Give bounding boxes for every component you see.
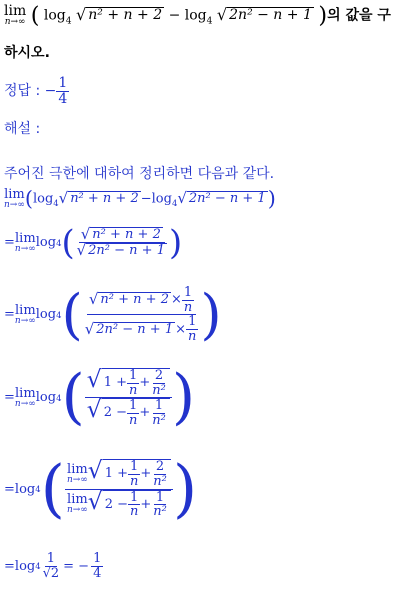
times: × <box>170 292 182 308</box>
a1: 1 + <box>103 375 127 391</box>
lim-subscript: n→∞ <box>66 475 88 486</box>
one-2: 1 <box>188 314 197 330</box>
final-equals: = − <box>63 558 90 574</box>
n: n <box>129 474 139 490</box>
step4-lim <box>15 387 36 409</box>
step-3: = lim n→∞ log 4 ( √ n² + n + 2 × $\frac{1}{n}$ √ 2n² − n + 1 × $\frac{1}{n}$ ) <box>4 282 222 347</box>
final-value-den: 4 <box>93 565 102 581</box>
answer-sign: − <box>44 83 57 100</box>
n-squared-b: n² <box>153 504 167 520</box>
sqrt-2: √ 2n² − n + 1 <box>216 5 312 25</box>
explanation-label: 해설 : <box>4 121 41 137</box>
radicand-a: n² + n + 2 <box>70 191 139 207</box>
answer-label: 정답 : <box>4 83 41 100</box>
two: 2 <box>155 459 165 475</box>
log-label: log <box>35 390 57 406</box>
log-base: 4 <box>53 198 59 209</box>
n-squared-b: n² <box>152 413 166 429</box>
plus: + <box>139 375 151 391</box>
n: n <box>128 382 138 398</box>
s3-num-root: n² + n + 2 <box>100 292 169 308</box>
explanation-intro: 주어진 극한에 대하여 정리하면 다음과 같다. <box>4 166 275 182</box>
step2-fraction: √ n² + n + 2 √ 2n² − n + 1 <box>76 225 165 260</box>
radicand-2: 2n² − n + 1 <box>229 7 312 24</box>
step-4: = lim n→∞ log 4 ( √ 1 + $\frac{1}{n}$ + $\frac{2}{\text{n²}}$ √ 2 − $\frac{1}{n}$ + $\frac{1}{\text{n²}}$ ) <box>4 362 196 432</box>
equals: = <box>4 235 15 251</box>
equals: = <box>4 558 15 574</box>
lim-label: lim <box>15 230 36 246</box>
final-value-num: 1 <box>93 551 102 566</box>
log-label: log <box>35 307 57 323</box>
log-base: 4 <box>56 392 62 403</box>
log-base-b: 4 <box>171 198 178 209</box>
n: n <box>183 299 193 315</box>
log-base: 4 <box>35 484 41 495</box>
step5-fraction: lim n→∞ √ 1 + $\frac{1}{n}$ + $\frac{2}{\text{n²}}$ lim n→∞ √ 2 − $\frac{1}{n}$ + $\frac{1}{\text{n²}}$ <box>65 459 173 519</box>
lim-label: lim <box>4 187 25 202</box>
answer-fraction <box>56 76 69 106</box>
s2-den: 2n² − n + 1 <box>88 243 165 259</box>
plus: + <box>140 466 152 482</box>
sqrt-b: √ 2n² − n + 1 <box>177 189 266 208</box>
two: 2 <box>154 368 164 384</box>
log-label: log <box>32 191 54 207</box>
equals: = <box>4 481 15 497</box>
problem-tail: 의 값을 구 <box>327 7 391 24</box>
one: 1 <box>183 285 193 300</box>
lim-label: lim <box>15 302 36 318</box>
one: 1 <box>129 368 138 384</box>
lim-subscript: n→∞ <box>14 243 36 254</box>
minus-sign: − <box>168 7 181 24</box>
step-2: = lim n→∞ log 4 ( √ n² + n + 2 √ 2n² − n + 1 ) <box>4 223 183 262</box>
log-label-2: log <box>184 7 207 24</box>
s2-num: n² + n + 2 <box>92 227 161 243</box>
step3-fraction: √ n² + n + 2 × $\frac{1}{n}$ √ 2n² − n + 1 × $\frac{1}{n}$ <box>84 285 197 344</box>
log-label: log <box>35 235 57 251</box>
sqrt-a: √ n² + n + 2 <box>58 189 139 208</box>
lim-label: lim <box>67 462 88 478</box>
one: 1 <box>130 459 139 475</box>
limit-operator <box>4 4 26 27</box>
sqrt-1: √ n² + n + 2 <box>76 5 163 25</box>
step2-lim <box>15 232 36 254</box>
final-value <box>91 552 103 580</box>
log-base: 4 <box>65 16 72 27</box>
s3-den-root: 2n² − n + 1 <box>96 321 174 337</box>
problem-line-1 <box>4 4 391 27</box>
answer-denominator: 4 <box>58 90 68 107</box>
times-2: × <box>175 321 187 337</box>
log-base: 4 <box>56 309 62 320</box>
log-base: 4 <box>35 561 41 572</box>
step4-fraction: √ 1 + $\frac{1}{n}$ + $\frac{2}{\text{n²}}$ √ 2 − $\frac{1}{n}$ + $\frac{1}{\text{n²}}$ <box>85 368 172 428</box>
one-b: 1 <box>129 398 138 414</box>
log-label: log <box>43 7 66 24</box>
answer-row <box>4 76 69 106</box>
plus-b: + <box>140 496 152 512</box>
final-step <box>4 552 103 580</box>
log-label: log <box>14 558 36 574</box>
step3-lim <box>15 304 36 326</box>
n-squared: n² <box>152 382 166 398</box>
final-fraction <box>41 552 62 580</box>
paren-open: ( <box>30 2 40 29</box>
log-base-2: 4 <box>206 16 213 27</box>
lim-subscript: n→∞ <box>4 200 25 210</box>
paren-close: ) <box>318 2 328 29</box>
one-b: 1 <box>130 489 139 505</box>
radicand-b: 2n² − n + 1 <box>188 191 266 207</box>
lim-subscript: n→∞ <box>14 315 36 326</box>
b1: 2 − <box>104 496 128 512</box>
lim-subscript-b: n→∞ <box>66 505 88 516</box>
lim-label: lim <box>4 3 27 19</box>
lim-subscript: n→∞ <box>14 398 36 409</box>
a1: 1 + <box>104 466 128 482</box>
equals: = <box>4 307 15 323</box>
answer-numerator: 1 <box>58 75 68 91</box>
problem-line-2: 하시오. <box>4 45 50 61</box>
b1: 2 − <box>103 405 127 421</box>
log-base: 4 <box>56 237 62 248</box>
n-b: n <box>129 504 139 520</box>
radicand-1: n² + n + 2 <box>88 7 163 24</box>
final-num: 1 <box>46 551 56 566</box>
step-5: = log 4 ( lim n→∞ √ 1 + $\frac{1}{n}$ + $\frac{2}{\text{n²}}$ lim n→∞ √ 2 − $\frac{1}{n}$ + $\frac{1}{\text{n²}}$ ) <box>4 452 198 525</box>
log-label: log <box>14 481 36 497</box>
lim-subscript: n→∞ <box>4 17 26 27</box>
equals: = <box>4 390 15 406</box>
n-b: n <box>128 413 138 429</box>
lim-label-b: lim <box>67 492 88 508</box>
log-label-b: log <box>151 191 172 207</box>
one-c: 1 <box>154 398 164 414</box>
step-1: lim n→∞ ($\log_4$ √ n² + n + 2 $-\log_4$ √ 2n² − n + 1 ) <box>4 186 276 211</box>
one-c: 1 <box>155 489 165 505</box>
step1-lim <box>4 188 25 210</box>
plus-b: + <box>139 405 151 421</box>
n-squared: n² <box>153 474 167 490</box>
lim-label: lim <box>15 385 36 401</box>
n-2: n <box>188 328 197 344</box>
final-den: √2 <box>42 565 60 581</box>
